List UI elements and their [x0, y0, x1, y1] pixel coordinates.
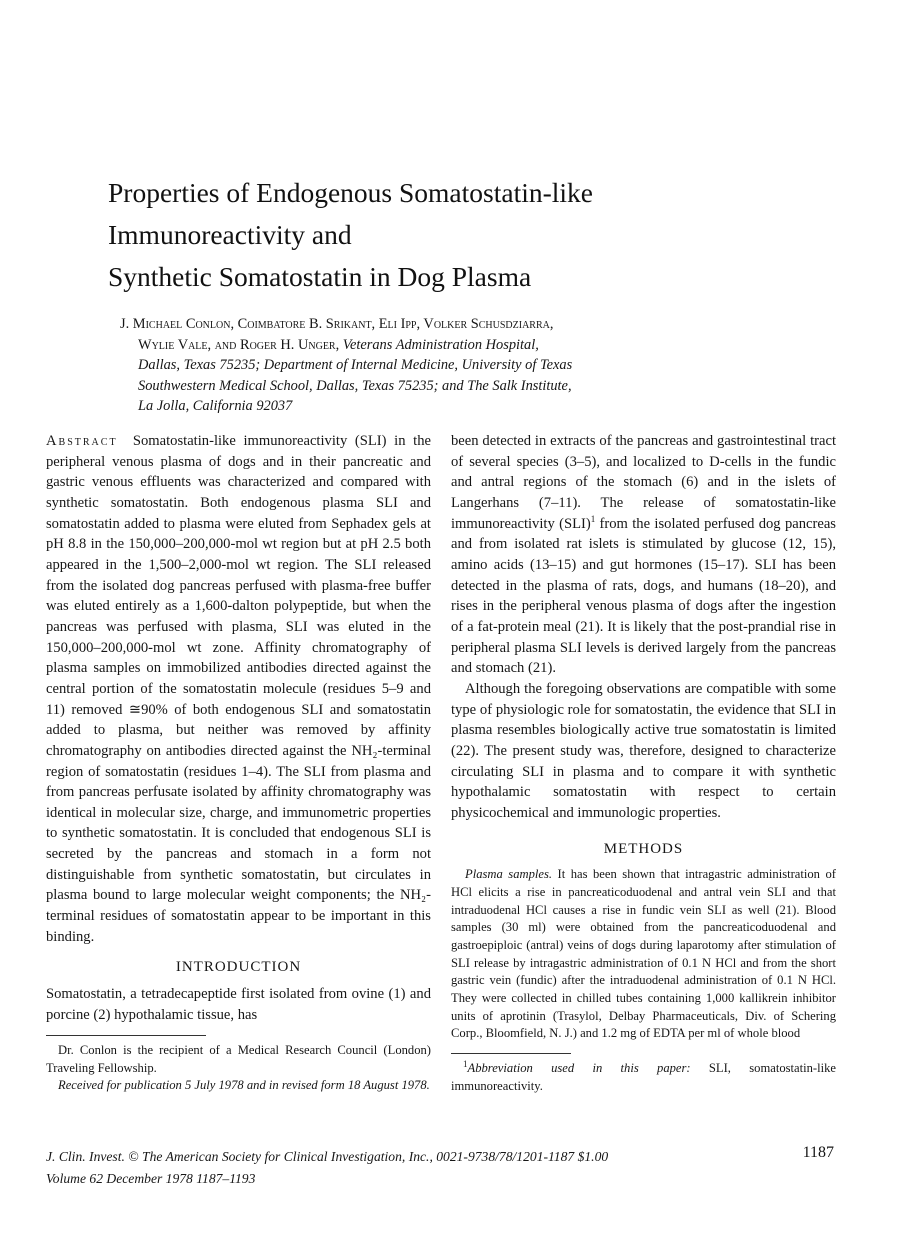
abstract [46, 431, 431, 947]
introduction-para-2: Although the foregoing observations are compatible with some type of physiologic role for somatostatin, the evidence that SLI in plasma resembles biologically active true somatostatin is limited (22). The present study was, therefore, designed to characterize circulating SLI in plasma and to compare it with synthetic hypothalamic somatostatin with respect to certain physicochemical and immunologic properties. [451, 680, 836, 821]
intro-text-a: been detected in extracts of the pancreas and gastrointestinal tract of several species (3–5), and localized to D-cells in the fundic and antral regions of the stomach (6) and in the islets of Langerhans (7–11). The release of somatostatin-like immunoreactivity (SLI) [451, 433, 836, 532]
author-block [120, 314, 740, 417]
page-number: 1187 [802, 1144, 834, 1161]
affiliation-line-3: Dallas, Texas 75235; Department of Internal Medicine, University of Texas [138, 357, 573, 374]
footnote-abbreviation [451, 1060, 836, 1095]
title-line-3: Synthetic Somatostatin in Dog Plasma [108, 261, 532, 292]
introduction-para-1-start: Somatostatin, a tetradecapeptide first isolated from ovine (1) and porcine (2) hypothalamic tissue, has [46, 986, 431, 1023]
affiliation-line-5: La Jolla, California 92037 [138, 398, 293, 415]
article-title [108, 172, 808, 298]
footnote-received: Received for publication 5 July 1978 and in revised form 18 August 1978. [58, 1078, 430, 1093]
right-column [451, 431, 836, 1095]
methods-runin: Plasma samples. [465, 867, 553, 882]
intro-text-b: from the isolated perfused dog pancreas and from isolated rat islets is stimulated by glucose (12, 15), amino acids (13–15) and gut hormones (15–17). SLI has been detected in the plasma of rats, dogs, and humans (18–20), and rises in the peripheral venous plasma of dogs after the ingestion of a fat-protein meal (21). It is likely that the post-prandial rise in peripheral plasma SLI levels is derived largely from the pancreas and stomach (21). [451, 515, 836, 677]
introduction-heading: INTRODUCTION [175, 959, 302, 976]
journal-citation: J. Clin. Invest. © The American Society for Clinical Investigation, Inc., 0021-9738/78/1201-1187 $1.00 [46, 1149, 609, 1164]
methods-heading: METHODS [603, 841, 684, 858]
left-column [46, 431, 431, 1095]
footnote-abbr-text: SLI, somatostatin-like immunoreactivity. [451, 1061, 836, 1093]
volume-info: Volume 62 December 1978 1187–1193 [46, 1171, 256, 1186]
affiliation-start: Veterans Administration Hospital, [342, 336, 539, 353]
abstract-label: Abstract [46, 433, 118, 449]
introduction-para-1-cont [451, 431, 836, 679]
footnote-abbr-label: Abbreviation used in this paper: [467, 1061, 691, 1076]
footnote-rule-right [451, 1053, 571, 1054]
footnote-ref: 1 [590, 513, 596, 524]
page-footer [46, 1146, 836, 1190]
footnote-rule [46, 1035, 206, 1036]
methods-plasma-samples [451, 866, 836, 1043]
author-line-2 [120, 335, 740, 356]
author-names: Wylie Vale, and Roger H. Unger, [138, 336, 343, 353]
footnote-mark: 1 [463, 1058, 468, 1069]
author-line-1: J. Michael Conlon, Coimbatore B. Srikant, Eli Ipp, Volker Schusdziarra, [120, 316, 554, 332]
title-line-2: Immunoreactivity and [108, 219, 352, 250]
title-line-1: Properties of Endogenous Somatostatin-like [108, 177, 593, 208]
affiliation-line-4: Southwestern Medical School, Dallas, Texas 75235; and The Salk Institute, [138, 377, 572, 394]
methods-text: It has been shown that intragastric administration of HCl elicits a rise in pancreaticoduodenal and antral vein SLI and that intraduodenal HCl causes a rise in fundic vein SLI as well (21). Blood samples (30 ml) were obtained from the pancreaticoduodenal and gastroepiploic (antral) veins of dogs during laparotomy after stimulation of SLI release by intragastric administration of 0.1 N HCl and from the short gastric vein (fundic) after the intraduodenal administration of 0.1 N HCl. They were collected in chilled tubes containing 1,000 kallikrein inhibitor units of aprotinin (Trasylol, Delbay Pharmaceuticals, Div. of Schering Corp., Bloomfield, N. J.) and 1.2 mg of EDTA per ml of whole blood [451, 867, 836, 1041]
footnote-fellowship: Dr. Conlon is the recipient of a Medical Research Council (London) Traveling Fellowship. [46, 1043, 431, 1075]
abstract-text: Somatostatin-like immunoreactivity (SLI) in the peripheral venous plasma of dogs and in their pancreatic and gastric venous effluents was characterized and compared with synthetic somatostatin. Both endogenous plasma SLI and somatostatin added to plasma were eluted from Sephadex gels at pH 8.8 in the 150,000–200,000-mol wt region but at pH 2.5 both appeared in the 1,500–2,000-mol wt region. The SLI released from the isolated dog pancreas perfused with plasma-free buffer was eluted entirely as a 1,600-dalton polypeptide, but when the pancreas was perfused with plasma, SLI was eluted in the 150,000–200,000-mol wt zone. Affinity chromatography of plasma samples on immobilized antibodies directed against the central portion of the somatostatin molecule (residues 5–9 and 11) removed ≅90% of both endogenous SLI and somatostatin added to plasma, but neither was removed by affinity chromatography on antibodies directed against the NH₂-terminal region of somatostatin (residues 1–4). The SLI from plasma and from pancreas perfusate isolated by affinity chromatography was identical in molecular size, charge, and immunometric properties to synthetic somatostatin. It is concluded that endogenous SLI is secreted by the pancreas and stomach in a form not distinguishable from synthetic somatostatin, but circulates in plasma bound to large molecular weight components; the NH₂-terminal residues of somatostatin appear to be important in this binding. [46, 433, 431, 945]
